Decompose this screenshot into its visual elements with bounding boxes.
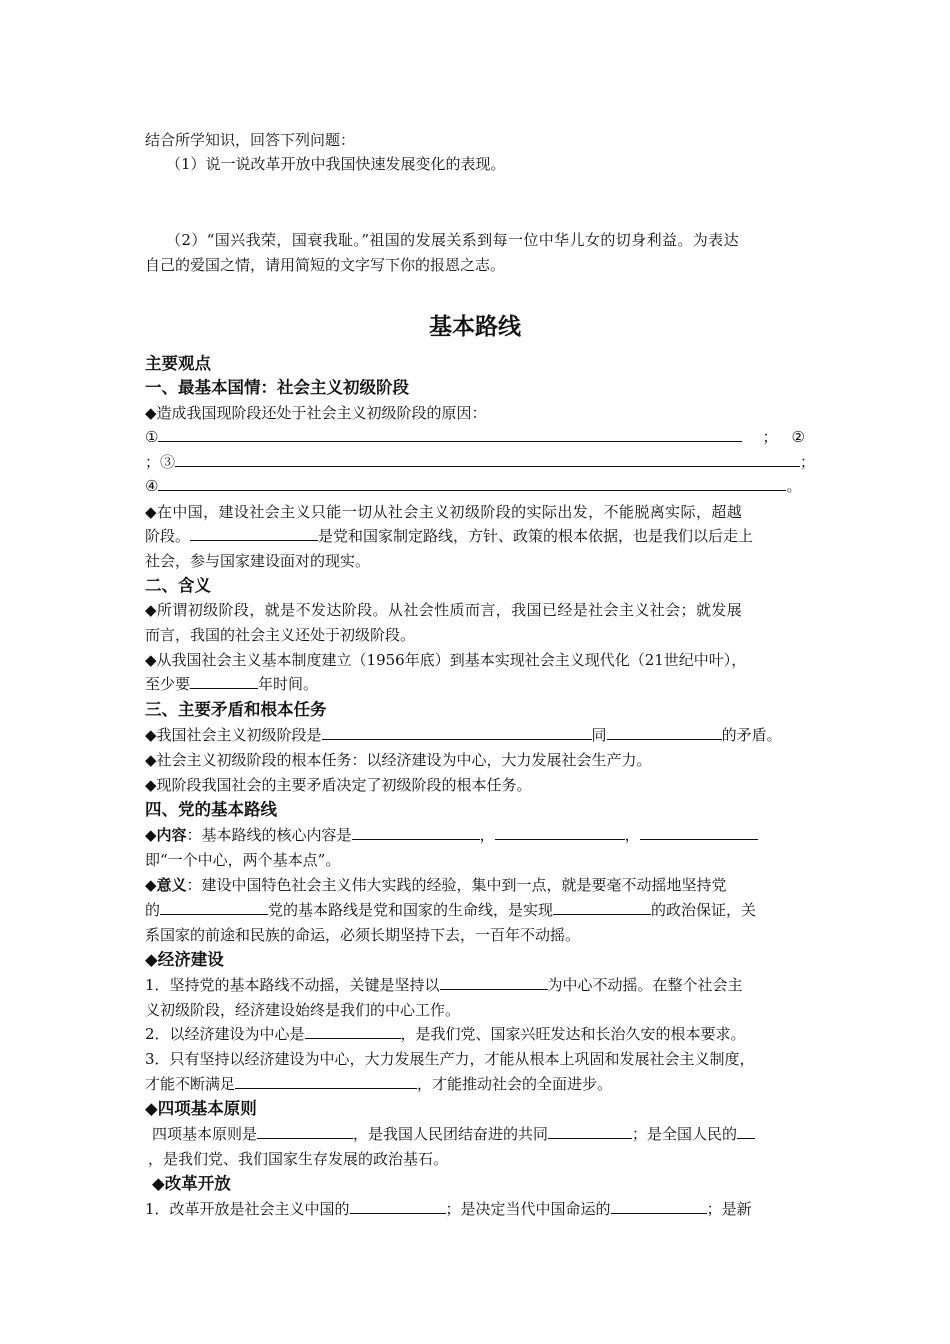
text: ；是全国人民的 bbox=[632, 1125, 738, 1143]
paragraph: ◆所谓初级阶段，就是不发达阶段。从社会性质而言，我国已经是社会主义社会；就发展 bbox=[145, 601, 743, 619]
fill-blank[interactable] bbox=[158, 475, 786, 491]
text: ，是我们党、国家兴旺发达和长治久安的根本要求。 bbox=[400, 1025, 746, 1043]
text: 的 bbox=[145, 901, 161, 919]
blank-line-2 bbox=[145, 450, 816, 474]
punct: 。 bbox=[786, 477, 802, 495]
fill-blank[interactable] bbox=[553, 899, 651, 915]
paragraph bbox=[145, 898, 810, 922]
text: ；是决定当代中国命运的 bbox=[445, 1200, 611, 1218]
paragraph: 而言，我国的社会主义还处于初级阶段。 bbox=[145, 626, 416, 644]
paragraph bbox=[145, 1022, 810, 1046]
paragraph: 即“一个中心，两个基本点”。 bbox=[145, 851, 341, 869]
reform-heading: ◆改革开放 bbox=[152, 1174, 231, 1193]
blank-line-1 bbox=[145, 425, 810, 449]
intro-line: 结合所学知识，回答下列问题： bbox=[145, 131, 356, 149]
text: ：建设中国特色社会主义伟大实践的经验，集中到一点，就是要毫不动摇地坚持党 bbox=[186, 876, 727, 894]
marker-4: ④ bbox=[145, 477, 159, 495]
principles-heading: ◆四项基本原则 bbox=[145, 1099, 257, 1118]
fill-blank[interactable] bbox=[235, 1073, 417, 1089]
text: ；是新 bbox=[706, 1200, 752, 1218]
paragraph: 系国家的前途和民族的命运，必须长期坚持下去，一百年不动摇。 bbox=[145, 926, 581, 944]
fill-blank[interactable] bbox=[548, 1123, 632, 1139]
reason-prompt: ◆造成我国现阶段还处于社会主义初级阶段的原因： bbox=[145, 404, 487, 422]
paragraph: ◆社会主义初级阶段的根本任务：以经济建设为中心，大力发展社会生产力。 bbox=[145, 751, 652, 769]
text: 至少要 bbox=[145, 675, 191, 693]
text: 年时间。 bbox=[258, 675, 319, 693]
paragraph bbox=[145, 672, 810, 696]
fill-blank[interactable] bbox=[190, 673, 258, 689]
question-1: （1）说一说改革开放中我国快速发展变化的表现。 bbox=[166, 155, 506, 173]
punct: ， bbox=[479, 826, 495, 844]
fill-blank[interactable] bbox=[160, 899, 268, 915]
fill-blank[interactable] bbox=[305, 1023, 401, 1039]
question-2-cont: 自己的爱国之情，请用简短的文字写下你的报恩之志。 bbox=[145, 256, 506, 274]
section-4-heading: 四、党的基本路线 bbox=[145, 800, 277, 819]
text: 1．改革开放是社会主义中国的 bbox=[145, 1200, 350, 1218]
paragraph bbox=[145, 524, 810, 548]
paragraph bbox=[145, 1197, 810, 1221]
text: 的政治保证，关 bbox=[651, 901, 757, 919]
paragraph bbox=[145, 723, 810, 747]
text: ，是我国人民团结奋进的共同 bbox=[353, 1125, 549, 1143]
text: 党的基本路线是党和国家的生命线，是实现 bbox=[268, 901, 554, 919]
fill-blank[interactable] bbox=[640, 824, 758, 840]
fill-blank[interactable] bbox=[257, 1123, 353, 1139]
question-2: （2）“国兴我荣，国衰我耻。”祖国的发展关系到每一位中华儿女的切身利益。为表达 bbox=[166, 231, 739, 249]
section-3-heading: 三、主要矛盾和根本任务 bbox=[145, 700, 327, 719]
paragraph: 义初级阶段，经济建设始终是我们的中心工作。 bbox=[145, 1001, 461, 1019]
text: 为中心不动摇。在整个社会主 bbox=[547, 976, 743, 994]
text: 是党和国家制定路线，方针、政策的根本依据，也是我们以后走上 bbox=[318, 527, 754, 545]
text: 同 bbox=[591, 726, 607, 744]
fill-blank[interactable] bbox=[440, 974, 548, 990]
economy-heading: ◆经济建设 bbox=[145, 950, 224, 969]
paragraph: 社会，参与国家建设面对的现实。 bbox=[145, 552, 371, 570]
paragraph: ◆在中国，建设社会主义只能一切从社会主义初级阶段的实际出发，不能脱离实际，超越 bbox=[145, 503, 743, 521]
fill-blank[interactable] bbox=[158, 426, 742, 442]
punct: ； bbox=[800, 453, 816, 471]
paragraph bbox=[145, 873, 810, 897]
text: 阶段。 bbox=[145, 527, 191, 545]
paragraph bbox=[145, 973, 810, 997]
paragraph: 3．只有坚持以经济建设为中心，大力发展生产力，才能从根本上巩固和发展社会主义制度， bbox=[145, 1050, 755, 1068]
punct: ， bbox=[624, 826, 640, 844]
text: 四项基本原则是 bbox=[152, 1125, 258, 1143]
paragraph bbox=[152, 1122, 817, 1146]
text: ，才能推动社会的全面进步。 bbox=[417, 1075, 613, 1093]
page-title: 基本路线 bbox=[429, 314, 521, 340]
blank-line-3 bbox=[145, 474, 810, 498]
fill-blank[interactable] bbox=[352, 824, 480, 840]
fill-blank[interactable] bbox=[611, 1198, 707, 1214]
paragraph bbox=[145, 1072, 810, 1096]
fill-blank[interactable] bbox=[607, 724, 722, 740]
fill-blank[interactable] bbox=[495, 824, 625, 840]
text: 才能不断满足 bbox=[145, 1075, 236, 1093]
label: ◆意义 bbox=[145, 876, 187, 894]
marker-2: ② bbox=[791, 428, 805, 446]
punct: ； bbox=[762, 428, 778, 446]
punct: ； bbox=[145, 453, 161, 471]
section-2-heading: 二、含义 bbox=[145, 576, 211, 595]
section-1-heading: 一、最基本国情：社会主义初级阶段 bbox=[145, 378, 409, 397]
text: ◆我国社会主义初级阶段是 bbox=[145, 726, 322, 744]
text: 的矛盾。 bbox=[721, 726, 782, 744]
fill-blank[interactable] bbox=[350, 1198, 446, 1214]
fill-blank[interactable] bbox=[322, 724, 592, 740]
text: 2．以经济建设为中心是 bbox=[145, 1025, 305, 1043]
marker-3: ③ bbox=[160, 453, 176, 471]
paragraph: ，是我们党、我们国家生存发展的政治基石。 bbox=[148, 1150, 449, 1168]
paragraph: ◆从我国社会主义基本制度建立（1956年底）到基本实现社会主义现代化（21世纪中叶）， bbox=[145, 651, 747, 669]
text: ：基本路线的核心内容是 bbox=[186, 826, 352, 844]
fill-blank[interactable] bbox=[737, 1123, 755, 1139]
marker-1: ① bbox=[145, 428, 159, 446]
fill-blank[interactable] bbox=[190, 525, 318, 541]
paragraph: ◆现阶段我国社会的主要矛盾决定了初级阶段的根本任务。 bbox=[145, 776, 532, 794]
paragraph bbox=[145, 823, 810, 847]
label: ◆内容 bbox=[145, 826, 187, 844]
main-heading: 主要观点 bbox=[145, 354, 211, 373]
text: 1．坚持党的基本路线不动摇，关键是坚持以 bbox=[145, 976, 440, 994]
fill-blank[interactable] bbox=[175, 451, 800, 467]
